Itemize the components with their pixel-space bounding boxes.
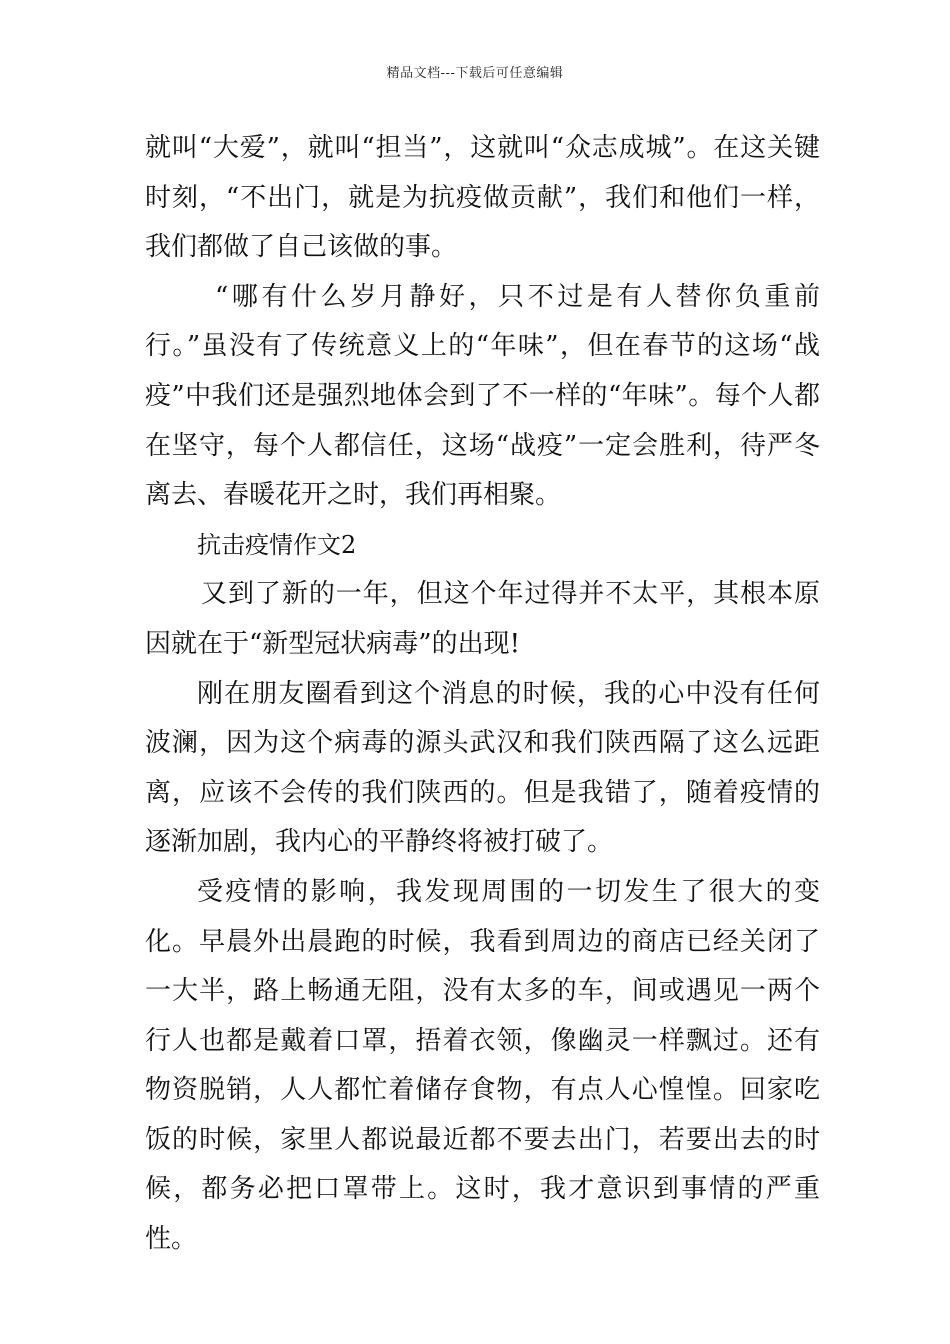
section-heading: 抗击疫情作文2: [197, 530, 357, 559]
paragraph-reaction: 刚在朋友圈看到这个消息的时候，我的心中没有任何波澜，因为这个病毒的源头武汉和我们陕西隔了这么远距离，应该不会传的我们陕西的。但是我错了，随着疫情的逐渐加剧，我内心的平静终将被打破了。: [145, 678, 820, 858]
paragraph-continuation: 就叫“大爱”，就叫“担当”，这就叫“众志成城”。在这关键时刻，“不出门，就是为抗疫做贡献”，我们和他们一样，我们都做了自己该做的事。: [145, 133, 820, 263]
document-body: [145, 124, 820, 1265]
paragraph-intro: 又到了新的一年，但这个年过得并不太平，其根本原因就在于“新型冠状病毒”的出现!: [145, 579, 820, 659]
page-header: 精品文档---下载后可任意编辑: [386, 66, 564, 81]
paragraph-changes: 受疫情的影响，我发现周围的一切发生了很大的变化。早晨外出晨跑的时候，我看到周边的商店已经关闭了一大半，路上畅通无阻，没有太多的车，间或遇见一两个行人也都是戴着口罩，捂着衣领，像幽灵一样飘过。还有物资脱销，人人都忙着储存食物，有点人心惶惶。回家吃饭的时候，家里人都说最近都不要去出门，若要出去的时候，都务必把口罩带上。这时，我才意识到事情的严重性。: [145, 876, 820, 1255]
paragraph-quote: “哪有什么岁月静好，只不过是有人替你负重前行。”虽没有了传统意义上的“年味”，但在春节的这场“战疫”中我们还是强烈地体会到了不一样的“年味”。每个人都在坚守，每个人都信任，这场“战疫”一定会胜利，待严冬离去、春暖花开之时，我们再相聚。: [145, 281, 820, 511]
